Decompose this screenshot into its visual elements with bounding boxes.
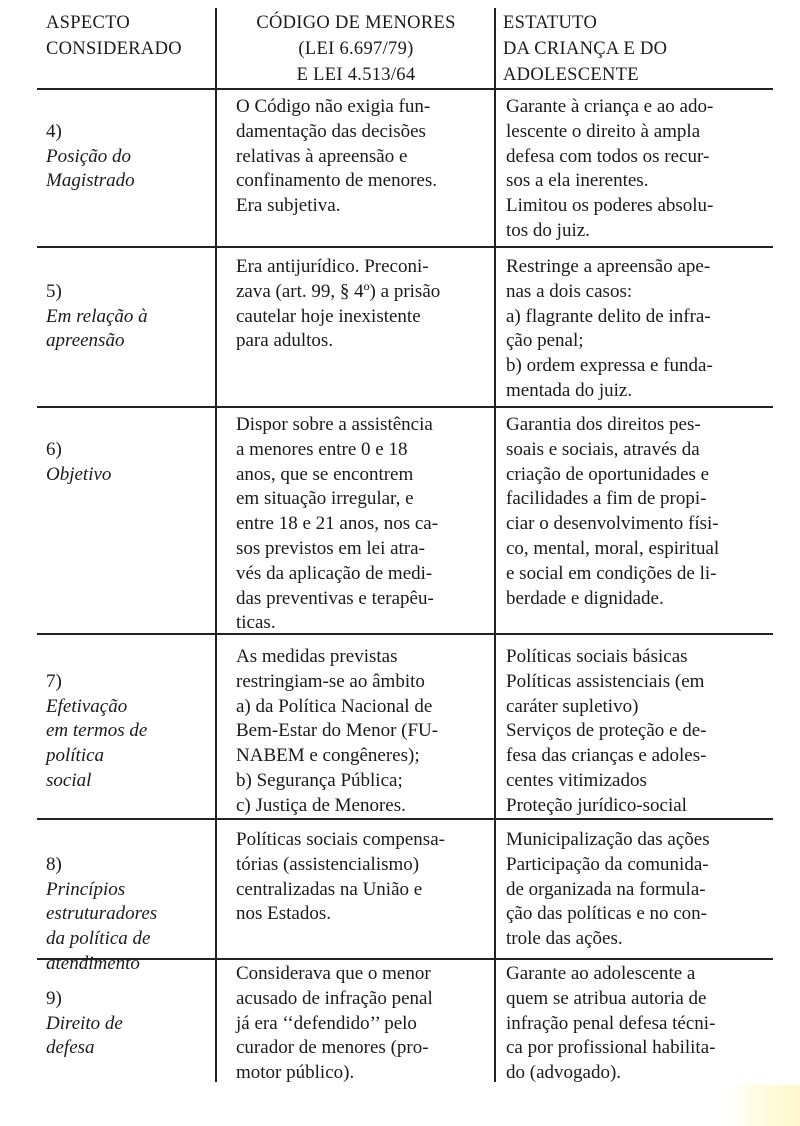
header-codigo: CÓDIGO DE MENORES (LEI 6.697/79) E LEI 4.513/64 xyxy=(256,13,456,85)
row-rule-5 xyxy=(37,406,773,408)
row-5-codigo: Era antijurídico. Preconi- zava (art. 99, § 4º) a prisão cautelar hoje inexistente para adultos. xyxy=(236,256,441,352)
row-number: 6) xyxy=(46,438,62,460)
aspect-label: Posição do Magistrado xyxy=(46,145,135,192)
aspect-label: Direito de defesa xyxy=(46,1012,123,1059)
row-rule-4 xyxy=(37,246,773,248)
row-8-codigo: Políticas sociais compensa- tórias (assistencialismo) centralizadas na União e nos Estados. xyxy=(236,829,445,925)
aspect-label: Em relação à apreensão xyxy=(46,305,148,352)
row-9-codigo: Considerava que o menor acusado de infração penal já era ‘‘defendido’’ pelo curador de menores (pro- motor público). xyxy=(236,963,433,1084)
header-rule xyxy=(37,88,773,90)
row-7-codigo: As medidas previstas restringiam-se ao âmbito a) da Política Nacional de Bem-Estar do Menor (FU- NABEM e congêneres); b) Segurança Pública; c) Justiça de Menores. xyxy=(236,646,439,816)
row-number: 5) xyxy=(46,280,62,302)
row-7-aspect xyxy=(46,645,216,791)
row-8-estatuto: Municipalização das ações Participação da comunida- de organizada na formula- ção das políticas e no con- trole das ações. xyxy=(506,829,710,950)
row-4-estatuto: Garante à criança e ao ado- lescente o direito à ampla defesa com todos os recur- sos a ela inerentes. Limitou os poderes absolu- tos do juiz. xyxy=(506,96,714,241)
row-9-aspect xyxy=(46,962,216,1059)
row-7-estatuto: Políticas sociais básicas Políticas assistenciais (em caráter supletivo) Serviços de proteção e de- fesa das crianças e adoles- centes vitimizados Proteção jurídico-social xyxy=(506,646,707,816)
row-4-aspect xyxy=(46,95,216,235)
column-divider-2 xyxy=(494,8,496,1082)
row-6-estatuto: Garantia dos direitos pes- soais e sociais, através da criação de oportunidades e facilidades a fim de propi- ciar o desenvolvimento físi- co, mental, moral, espiritual e social em condições de li- berdade e dignidade. xyxy=(506,414,720,609)
row-number: 8) xyxy=(46,853,62,875)
aspect-label: Princípios estruturadores da política de atendimento xyxy=(46,878,158,974)
header-estatuto: ESTATUTO DA CRIANÇA E DO ADOLESCENTE xyxy=(503,13,668,85)
row-number: 9) xyxy=(46,987,62,1009)
aspect-label: Efetivação em termos de política social xyxy=(46,695,148,791)
row-9-estatuto: Garante ao adolescente a quem se atribua autoria de infração penal defesa técni- ca por profissional habilita- do (advogado). xyxy=(506,963,716,1084)
row-rule-8 xyxy=(37,958,773,960)
row-4-codigo: O Código não exigia fun- damentação das decisões relativas à apreensão e confinamento de menores. Era subjetiva. xyxy=(236,96,438,217)
row-number: 7) xyxy=(46,670,62,692)
row-5-aspect xyxy=(46,255,216,395)
aspect-label: Objetivo xyxy=(46,463,112,485)
row-6-codigo: Dispor sobre a assistência a menores entre 0 e 18 anos, que se encontrem em situação irregular, e entre 18 e 21 anos, nos ca- sos previstos em lei atra- vés da aplicação de medi- das preventivas e terapêu- ticas. xyxy=(236,414,439,634)
header-aspect: ASPECTO CONSIDERADO xyxy=(46,13,182,59)
row-8-aspect xyxy=(46,828,216,974)
row-6-aspect xyxy=(46,413,216,485)
row-5-estatuto: Restringe a apreensão ape- nas a dois casos: a) flagrante delito de infra- ção penal; b) ordem expressa e funda- mentada do juiz. xyxy=(506,256,713,401)
row-number: 4) xyxy=(46,120,62,142)
